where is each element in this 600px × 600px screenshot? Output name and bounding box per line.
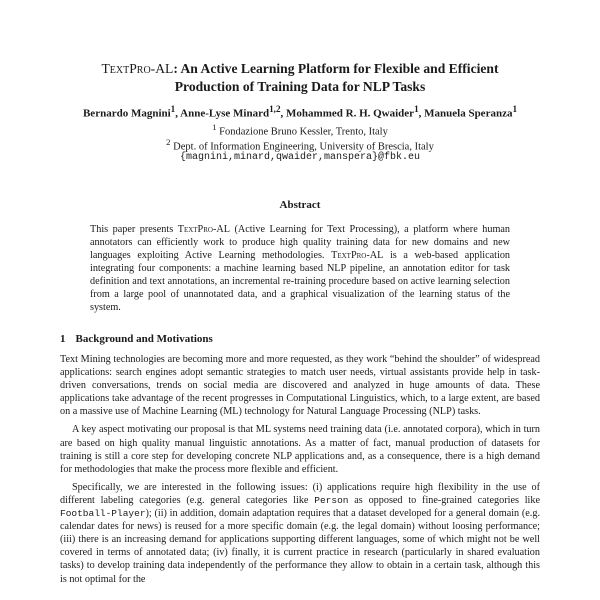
author-name: Mohammed R. H. Qwaider <box>286 107 415 120</box>
affiliation-text: Fondazione Bruno Kessler, Trento, Italy <box>219 126 388 138</box>
abstract-text: This paper presents <box>90 224 178 235</box>
paragraph-text: Specifically, we are interested in the following issues: (i) applications require high flexibility in the use of different labeling categories (e.g. general categories like <box>60 481 540 506</box>
abstract-body <box>90 223 510 314</box>
abstract-heading: Abstract <box>279 199 321 211</box>
abstract-system-name: TextPro-AL <box>331 250 384 261</box>
affiliation-1 <box>20 122 580 138</box>
inline-code: Football-Player <box>60 508 146 520</box>
author-affil-marker: 1 <box>512 104 518 114</box>
paragraph: Text Mining technologies are becoming more and more requested, as they work “behind the shoulder” of widespread applications: search engines adopt semantic strategies to match user needs, virtual assistants provide help in task-driven conversations, trends on social media are discovered and analyzed in huge amounts of data. These applications take advantage of the recent progresses in Computational Linguistics, which, to a large extent, are based on a massive use of Machine Learning (ML) technology for Natural Language Processing (NLP) tasks. <box>60 354 540 418</box>
title-system-name: TextPro-AL <box>101 61 174 76</box>
paragraph <box>60 481 540 586</box>
section-number: 1 <box>60 333 66 345</box>
author-affil-marker: 1 <box>170 104 176 114</box>
affiliation-text: Dept. of Information Engineering, University of Brescia, Italy <box>173 141 434 153</box>
paper-title <box>40 60 560 96</box>
affiliation-2 <box>20 137 580 153</box>
affiliation-marker: 2 <box>166 137 171 147</box>
title-line-2: Production of Training Data for NLP Tasks <box>174 79 426 94</box>
title-line-1 <box>40 60 560 78</box>
paragraph-text: as opposed to fine-grained categories like <box>348 494 541 506</box>
author-name: Anne-Lyse Minard <box>180 107 270 120</box>
affiliation-marker: 1 <box>212 122 217 132</box>
paragraph: A key aspect motivating our proposal is that ML systems need training data (i.e. annotated corpora), which in turn are based on high quality manual linguistic annotations. As a matter of fact, manual production of datasets for training is still a core step for developing concrete NLP applications and, as a consequence, there is a high demand for methodologies that make the process more flexible and efficient. <box>60 424 540 475</box>
title-line-1-rest: : An Active Learning Platform for Flexible and Efficient <box>173 61 499 76</box>
section-title: Background and Motivations <box>75 333 213 345</box>
author-emails: {magnini,minard,qwaider,manspera}@fbk.eu <box>179 152 421 163</box>
section-heading <box>60 333 223 345</box>
paragraph-text: ); (ii) in addition, domain adaptation requires that a dataset developed for a general domain (e.g. calendar dates for news) is reused for a more specific domain (e.g. the legal domain) without loosing performance; (iii) there is an increasing demand for applications supporting different languages, some of which might not be well covered in terms of annotated data; (iv) finally, it is current practice in research (particularly in shared evaluation tasks) to develop training data independently of the performance they allow to obtain in a certain task, although this is not optimal for the <box>60 508 540 585</box>
author-name: Manuela Speranza <box>424 107 513 120</box>
abstract-system-name: TextPro-AL <box>177 224 230 235</box>
author-affil-marker: 1 <box>414 104 419 114</box>
author-name: Bernardo Magnini <box>82 107 171 120</box>
abstract-text: is a web-based application integrating four components: a machine learning based NLP pipeline, an annotation editor for task definition and text annotations, an incremental re-training procedure based on active learning selection from a large pool of unannotated data, and a graphical visualization of the learning status of the system. <box>90 250 511 313</box>
abstract-text: (Active Learning for Text Processing), a platform where human annotators can efficiently work to produce high quality training data for new domains and new languages exploiting Active Learning methodologies. <box>90 224 510 261</box>
inline-code: Person <box>314 494 349 506</box>
author-list: Bernardo Magnini$^1$, Anne-Lyse Minard$^{1,2}$, Mohammed R. H. Qwaider$^1$, Manuela Speranza$^1$ <box>82 104 518 120</box>
author-affil-marker: 1,2 <box>269 104 281 114</box>
section-body <box>60 353 540 591</box>
